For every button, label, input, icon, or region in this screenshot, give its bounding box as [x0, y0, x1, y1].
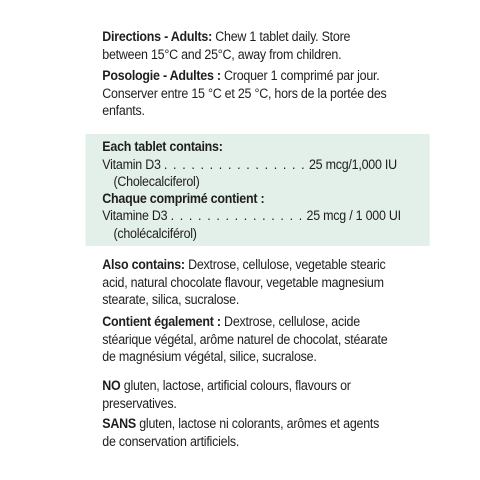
free-from-en-heading: NO — [102, 378, 121, 393]
free-from-fr-heading: SANS — [102, 416, 136, 431]
ingredient-fr-name: Vitamine D3 — [102, 208, 168, 223]
ingredient-fr-row — [102, 207, 401, 225]
also-contains-en-heading: Also contains: — [102, 257, 185, 272]
directions-en-heading: Directions - Adults: — [102, 29, 213, 44]
ingredient-fr-sub: (cholécalciférol) — [113, 226, 197, 241]
free-from-fr — [102, 415, 390, 450]
ingredients-fr-heading: Chaque comprimé contient : — [102, 191, 265, 206]
ingredients-en-heading: Each tablet contains: — [102, 139, 223, 154]
free-from-en — [102, 377, 390, 412]
directions-fr — [102, 67, 390, 120]
also-contains-en — [102, 256, 390, 309]
ingredient-en-dots: . . . . . . . . . . . . . . . . — [163, 157, 306, 172]
directions-fr-text: Croquer 1 comprimé par jour. Conserver entre 15 °C et 25 °C, hors de la portée des enfants. — [102, 68, 387, 118]
free-from-fr-text: gluten, lactose ni colorants, arômes et agents de conservation artificiels. — [102, 416, 380, 449]
ingredient-fr-dots: . . . . . . . . . . . . . . . — [170, 208, 304, 223]
ingredient-fr-amount: 25 mcg / 1 000 UI — [306, 208, 401, 223]
ingredient-en-name: Vitamin D3 — [102, 157, 161, 172]
also-contains-fr-heading: Contient également : — [102, 314, 221, 329]
directions-en — [102, 28, 390, 63]
directions-en-text: Chew 1 tablet daily. Store between 15°C and 25°C, away from children. — [102, 29, 351, 62]
ingredient-en-amount: 25 mcg/1,000 IU — [308, 157, 397, 172]
ingredient-en-sub: (Cholecalciferol) — [113, 174, 200, 189]
also-contains-fr-text: Dextrose, cellulose, acide stéarique végétal, arôme naturel de chocolat, stéarate de magnésium végétal, silice, sucralose. — [102, 314, 388, 364]
ingredient-en-row — [102, 156, 397, 174]
directions-fr-heading: Posologie - Adultes : — [102, 68, 221, 83]
also-contains-en-text: Dextrose, cellulose, vegetable stearic acid, natural chocolate flavour, vegetable magnesium stearate, silica, sucralose. — [102, 257, 386, 307]
free-from-en-text: gluten, lactose, artificial colours, flavours or preservatives. — [102, 378, 351, 411]
also-contains-fr — [102, 313, 390, 366]
